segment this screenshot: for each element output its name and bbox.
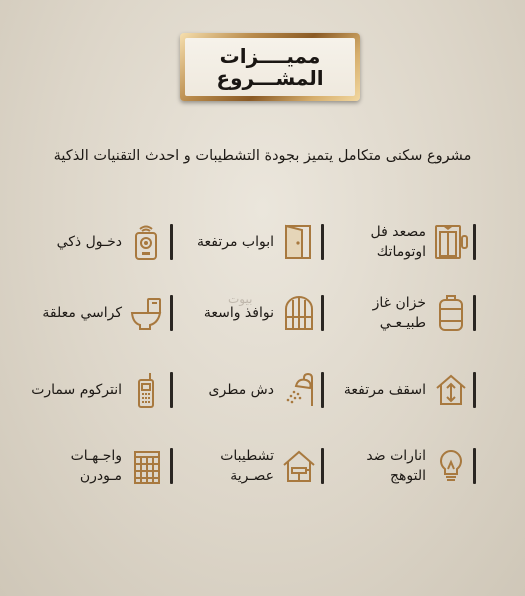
feature-label: تشطيبات	[220, 448, 274, 464]
feature-high-ceilings	[318, 365, 468, 415]
feature-label: طبيـعـي	[379, 315, 426, 331]
feature-label: مصعد فل	[370, 224, 426, 240]
elevator-icon	[434, 224, 468, 260]
high-ceiling-icon	[434, 372, 468, 408]
feature-label: عصـرية	[230, 468, 274, 484]
gas-tank-icon	[434, 295, 468, 331]
door-icon	[282, 224, 316, 260]
feature-doors	[166, 217, 316, 267]
subtitle: مشروع سكنى متكامل يتميز بجودة التشطيبات و احدث التقنيات الذكية	[53, 148, 472, 164]
feature-label: اوتوماتك	[376, 244, 426, 260]
toilet-icon	[130, 295, 164, 331]
feature-label: دخـول ذكي	[56, 234, 122, 250]
feature-gas-tank	[318, 288, 468, 338]
feature-label: مـودرن	[79, 468, 122, 484]
feature-wall-hung-toilets	[14, 288, 164, 338]
feature-smart-entry	[14, 217, 164, 267]
feature-label: خزان غاز	[372, 295, 426, 311]
feature-label: انارات ضد	[366, 448, 426, 464]
feature-smart-intercom	[14, 365, 164, 415]
divider	[473, 372, 476, 408]
feature-anti-glare-lights	[318, 441, 468, 491]
smart-lock-icon	[130, 224, 164, 260]
title-line-1: مميــــزات	[219, 44, 321, 68]
feature-label: واجـهـات	[70, 448, 122, 464]
feature-label: دش مطرى	[208, 382, 274, 398]
intercom-icon	[130, 372, 164, 408]
feature-label: ابواب مرتفعة	[197, 234, 274, 250]
feature-label: التوهج	[389, 468, 426, 484]
modern-facade-icon	[130, 448, 164, 484]
watermark: ﺑﻴﻮﺕ	[228, 292, 253, 306]
divider	[473, 448, 476, 484]
feature-label: كراسي معلقة	[42, 305, 122, 321]
feature-rain-shower	[166, 365, 316, 415]
light-bulb-icon	[434, 448, 468, 484]
feature-windows	[166, 288, 316, 338]
feature-modern-facades	[14, 441, 164, 491]
feature-label: اسقف مرتفعة	[343, 382, 426, 398]
feature-elevator	[318, 217, 468, 267]
title-line-2: المشـــروع	[216, 66, 324, 90]
modern-finishing-icon	[282, 448, 316, 484]
divider	[473, 295, 476, 331]
feature-label: نوافذ واسعة	[203, 305, 274, 321]
window-icon	[282, 295, 316, 331]
shower-icon	[282, 372, 316, 408]
feature-modern-finishing	[166, 441, 316, 491]
divider	[473, 224, 476, 260]
feature-label: انتركوم سمارت	[31, 382, 122, 398]
